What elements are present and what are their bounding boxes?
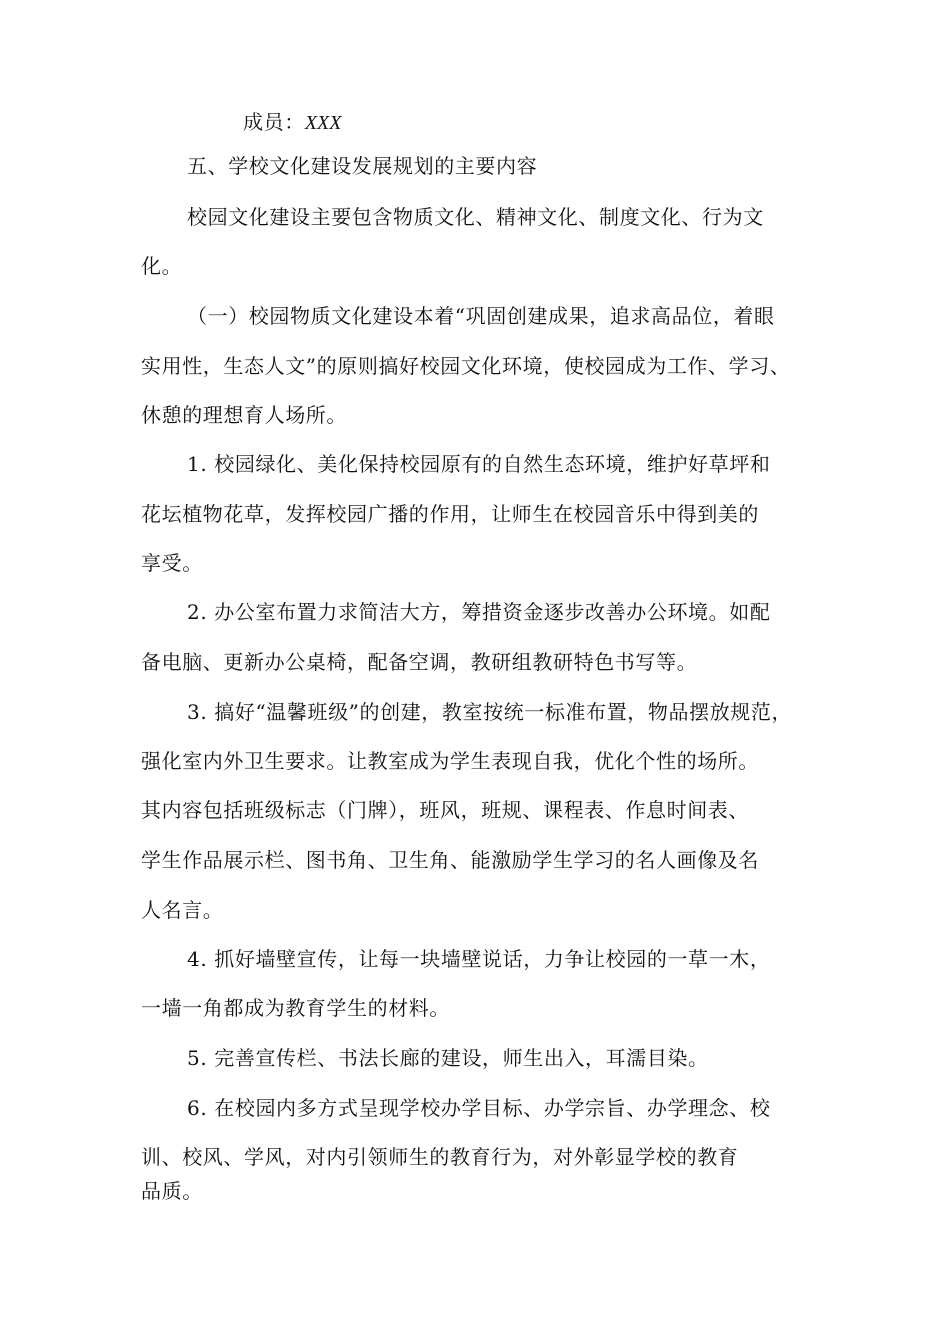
section-heading: 五、学校文化建设发展规划的主要内容 — [187, 154, 538, 178]
member-line — [243, 110, 341, 135]
paragraph-line: 4. 抓好墙壁宣传，让每一块墙壁说话，力争让校园的一草一木， — [187, 947, 771, 971]
paragraph-line: 校园文化建设主要包含物质文化、精神文化、制度文化、行为文 — [187, 205, 764, 229]
paragraph-line: 强化室内外卫生要求。让教室成为学生表现自我，优化个性的场所。 — [141, 749, 759, 773]
member-label: 成员： — [243, 110, 305, 134]
paragraph-line: 化。 — [141, 254, 183, 278]
paragraph-line: 备电脑、更新办公桌椅，配备空调，教研组教研特色书写等。 — [141, 650, 698, 674]
paragraph-line: 学生作品展示栏、图书角、卫生角、能激励学生学习的名人画像及名 — [141, 848, 759, 872]
paragraph-line: 休憩的理想育人场所。 — [141, 403, 347, 427]
paragraph-line: 人名言。 — [141, 898, 224, 922]
paragraph-line: 5. 完善宣传栏、书法长廊的建设，师生出入，耳濡目染。 — [187, 1046, 709, 1070]
paragraph-line: 1. 校园绿化、美化保持校园原有的自然生态环境，维护好草坪和 — [187, 452, 771, 476]
paragraph-line: 6. 在校园内多方式呈现学校办学目标、办学宗旨、办学理念、校 — [187, 1096, 771, 1120]
paragraph-line: 其内容包括班级标志（门牌），班风，班规、课程表、作息时间表、 — [141, 798, 749, 822]
paragraph-line: 品质。 — [141, 1179, 203, 1203]
paragraph-line: 训、校风、学风，对内引领师生的教育行为，对外彰显学校的教育 — [141, 1145, 739, 1169]
paragraph-line: 实用性，生态人文”的原则搞好校园文化环境，使校园成为工作、学习、 — [141, 354, 791, 378]
paragraph-line: 享受。 — [141, 551, 203, 575]
paragraph-line: 2. 办公室布置力求简洁大方，筹措资金逐步改善办公环境。如配 — [187, 600, 771, 624]
paragraph-line: 3. 搞好“温馨班级”的创建，教室按统一标准布置，物品摆放规范， — [187, 700, 793, 724]
paragraph-line: （一）校园物质文化建设本着“巩固创建成果，追求高品位，着眼 — [187, 304, 775, 328]
paragraph-line: 花坛植物花草，发挥校园广播的作用，让师生在校园音乐中得到美的 — [141, 502, 759, 526]
paragraph-line: 一墙一角都成为教育学生的材料。 — [141, 996, 450, 1020]
member-value: XXX — [304, 112, 342, 134]
